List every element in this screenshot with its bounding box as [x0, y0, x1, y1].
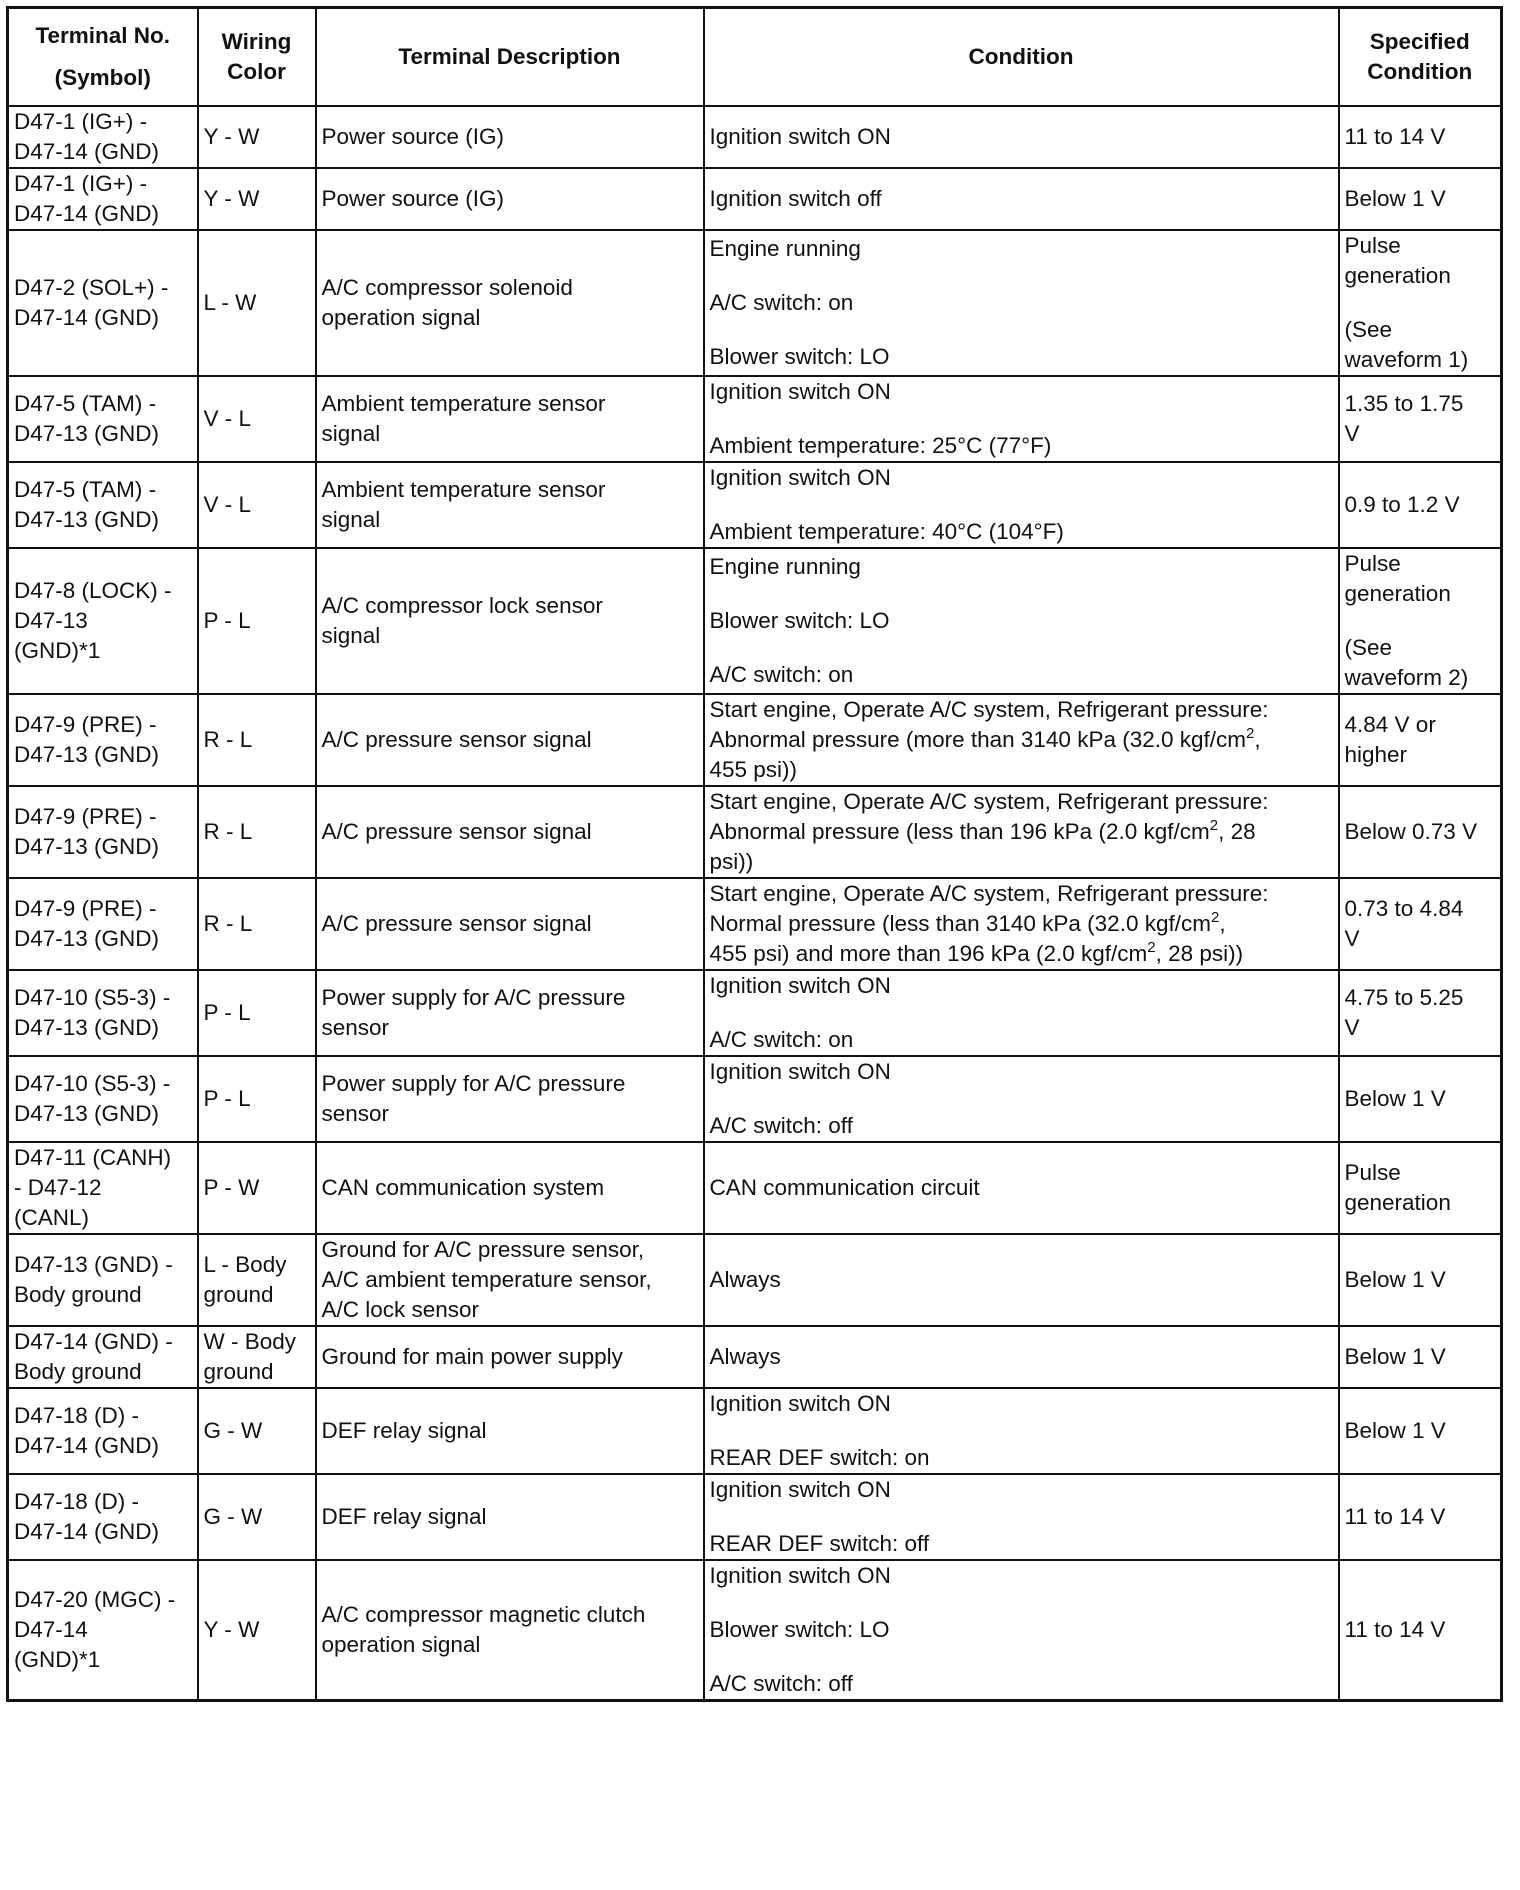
wiring-color-cell — [198, 878, 316, 970]
wiring-color-cell — [198, 1474, 316, 1560]
specified-condition-cell — [1339, 694, 1502, 786]
wiring-color-cell — [198, 1388, 316, 1474]
cell-line: R - L — [203, 727, 253, 752]
terminal-cell — [8, 1142, 198, 1234]
cell-line: D47-13 (GND) — [14, 1015, 160, 1040]
cell-line: A/C switch: on — [709, 1027, 854, 1052]
table-row — [8, 548, 1502, 694]
cell-line: generation — [1344, 263, 1451, 288]
cell-line: D47-10 (S5-3) - — [14, 1071, 171, 1096]
cell-line: (GND)*1 — [14, 1647, 101, 1672]
cell-line: D47-9 (PRE) - — [14, 804, 157, 829]
table-row — [8, 1474, 1502, 1560]
specified-condition-cell — [1339, 878, 1502, 970]
condition-cell — [704, 970, 1339, 1056]
line-gap — [1345, 291, 1496, 315]
cell-line: Ground for A/C pressure sensor, — [321, 1237, 645, 1262]
cell-line: waveform 2) — [1344, 665, 1469, 690]
specified-condition-cell — [1339, 1560, 1502, 1701]
table-row — [8, 106, 1502, 168]
wiring-color-cell — [198, 1056, 316, 1142]
cell-line: 11 to 14 V — [1344, 124, 1446, 149]
terminal-cell — [8, 878, 198, 970]
table-row — [8, 1560, 1502, 1701]
condition-cell — [704, 1388, 1339, 1474]
table-row — [8, 694, 1502, 786]
cell-line: Ignition switch ON — [709, 124, 891, 149]
cell-line: generation — [1344, 581, 1451, 606]
cell-line: D47-13 (GND) — [14, 1101, 160, 1126]
cell-line: V — [1344, 421, 1360, 446]
description-cell — [316, 376, 704, 462]
table-row — [8, 786, 1502, 878]
cell-line: D47-1 (IG+) - — [14, 171, 148, 196]
header-specified: Specified Condition — [1339, 8, 1502, 107]
condition-cell — [704, 1560, 1339, 1701]
description-cell — [316, 230, 704, 376]
line-gap — [710, 1001, 1333, 1025]
cell-line: Body ground — [14, 1282, 142, 1307]
cell-line: D47-13 (GND) — [14, 742, 160, 767]
cell-line: ground — [203, 1359, 274, 1384]
specified-condition-cell — [1339, 230, 1502, 376]
condition-cell — [704, 1056, 1339, 1142]
cell-line: 4.75 to 5.25 — [1344, 985, 1464, 1010]
cell-line: V — [1344, 1015, 1360, 1040]
cell-line: Ground for main power supply — [321, 1344, 623, 1369]
cell-line: 11 to 14 V — [1344, 1617, 1446, 1642]
line-gap — [710, 636, 1333, 660]
wiring-color-cell — [198, 694, 316, 786]
cell-line: D47-18 (D) - — [14, 1489, 140, 1514]
specified-condition-cell — [1339, 970, 1502, 1056]
cell-line: Blower switch: LO — [709, 608, 890, 633]
cell-line: Blower switch: LO — [709, 1617, 890, 1642]
cell-line: D47-13 (GND) — [14, 507, 160, 532]
description-cell — [316, 1056, 704, 1142]
condition-cell — [704, 878, 1339, 970]
cell-line: Ignition switch ON — [709, 465, 891, 490]
cell-line: Engine running — [709, 236, 861, 261]
line-gap — [710, 1645, 1333, 1669]
specified-condition-cell — [1339, 1388, 1502, 1474]
cell-line: D47-11 (CANH) — [14, 1145, 172, 1170]
cell-line: A/C switch: on — [709, 662, 854, 687]
cell-line: V — [1344, 926, 1360, 951]
cell-line: Engine running — [709, 554, 861, 579]
cell-line: A/C pressure sensor signal — [321, 819, 592, 844]
cell-line: Power source (IG) — [321, 124, 505, 149]
specified-condition-cell — [1339, 1056, 1502, 1142]
specified-condition-cell — [1339, 376, 1502, 462]
cell-line: 11 to 14 V — [1344, 1504, 1446, 1529]
line-gap — [710, 582, 1333, 606]
description-cell — [316, 786, 704, 878]
line-gap — [1345, 609, 1496, 633]
cell-line: Pulse — [1344, 233, 1401, 258]
cell-line: A/C switch: off — [709, 1671, 853, 1696]
condition-cell — [704, 1326, 1339, 1388]
cell-line: Ignition switch ON — [709, 1563, 891, 1588]
terminal-cell — [8, 1388, 198, 1474]
cell-line: D47-1 (IG+) - — [14, 109, 148, 134]
terminal-cell — [8, 548, 198, 694]
cell-line: D47-14 (GND) — [14, 139, 160, 164]
cell-line: Y - W — [203, 186, 260, 211]
cell-line: - D47-12 — [14, 1175, 102, 1200]
wiring-color-cell — [198, 548, 316, 694]
wiring-color-cell — [198, 1326, 316, 1388]
cell-line: (See — [1344, 317, 1393, 342]
cell-line: A/C lock sensor — [321, 1297, 480, 1322]
terminal-cell — [8, 462, 198, 548]
cell-line: DEF relay signal — [321, 1418, 487, 1443]
cell-line: D47-13 (GND) — [14, 926, 160, 951]
cell-line: DEF relay signal — [321, 1504, 487, 1529]
terminal-cell — [8, 1056, 198, 1142]
cell-line: R - L — [203, 819, 253, 844]
cell-line: L - W — [203, 290, 257, 315]
cell-line: 1.35 to 1.75 — [1344, 391, 1464, 416]
cell-line: R - L — [203, 911, 253, 936]
description-cell — [316, 548, 704, 694]
condition-cell — [704, 694, 1339, 786]
cell-line: Ambient temperature sensor — [321, 477, 606, 502]
cell-line: CAN communication circuit — [709, 1175, 980, 1200]
cell-line: Power source (IG) — [321, 186, 505, 211]
cell-line: V - L — [203, 406, 252, 431]
cell-line: REAR DEF switch: off — [709, 1531, 930, 1556]
cell-line: Ignition switch ON — [709, 973, 891, 998]
cell-line: L - Body — [203, 1252, 287, 1277]
cell-line: 455 psi)) — [709, 757, 798, 782]
cell-line: Below 1 V — [1344, 1344, 1446, 1369]
cell-line: CAN communication system — [321, 1175, 605, 1200]
table-row — [8, 970, 1502, 1056]
description-cell — [316, 694, 704, 786]
line-gap — [710, 1087, 1333, 1111]
specified-condition-cell — [1339, 786, 1502, 878]
wiring-color-cell — [198, 376, 316, 462]
cell-line: sensor — [321, 1101, 390, 1126]
cell-line: Ignition switch ON — [709, 379, 891, 404]
cell-line: signal — [321, 507, 381, 532]
cell-line: (See — [1344, 635, 1393, 660]
description-cell — [316, 168, 704, 230]
cell-line: P - L — [203, 1086, 251, 1111]
terminal-cell — [8, 1560, 198, 1701]
wiring-color-cell — [198, 1142, 316, 1234]
cell-line: REAR DEF switch: on — [709, 1445, 930, 1470]
description-cell — [316, 106, 704, 168]
cell-line: P - W — [203, 1175, 260, 1200]
terminal-table — [6, 6, 1503, 1702]
table-row — [8, 1326, 1502, 1388]
cell-line: A/C compressor solenoid — [321, 275, 573, 300]
wiring-color-cell — [198, 786, 316, 878]
cell-line: Power supply for A/C pressure — [321, 1071, 626, 1096]
terminal-cell — [8, 1234, 198, 1326]
cell-line: ground — [203, 1282, 274, 1307]
cell-line: Start engine, Operate A/C system, Refrigerant pressure: — [709, 789, 1269, 814]
specified-condition-cell — [1339, 1142, 1502, 1234]
terminal-cell — [8, 168, 198, 230]
cell-line: D47-14 (GND) — [14, 1519, 160, 1544]
cell-line: A/C compressor magnetic clutch — [321, 1602, 646, 1627]
terminal-cell — [8, 786, 198, 878]
cell-line: D47-14 (GND) - — [14, 1329, 173, 1354]
description-cell — [316, 1326, 704, 1388]
cell-line: Normal pressure (less than 3140 kPa (32.0 kgf/$cm^2$, — [709, 909, 1226, 936]
cell-line: D47-14 (GND) — [14, 305, 160, 330]
cell-line: 0.9 to 1.2 V — [1344, 492, 1460, 517]
table-row — [8, 1056, 1502, 1142]
terminal-cell — [8, 106, 198, 168]
wiring-color-cell — [198, 230, 316, 376]
cell-line: 0.73 to 4.84 — [1344, 896, 1464, 921]
description-cell — [316, 1388, 704, 1474]
condition-cell — [704, 1234, 1339, 1326]
cell-line: (GND)*1 — [14, 638, 101, 663]
terminal-cell — [8, 694, 198, 786]
header-row — [8, 8, 1502, 107]
table-row — [8, 168, 1502, 230]
line-gap — [710, 1505, 1333, 1529]
cell-line: 4.84 V or — [1344, 712, 1436, 737]
cell-line: generation — [1344, 1190, 1451, 1215]
cell-line: D47-10 (S5-3) - — [14, 985, 171, 1010]
cell-line: Power supply for A/C pressure — [321, 985, 626, 1010]
cell-line: D47-9 (PRE) - — [14, 712, 157, 737]
condition-cell — [704, 168, 1339, 230]
cell-line: D47-20 (MGC) - — [14, 1587, 176, 1612]
specified-condition-cell — [1339, 1326, 1502, 1388]
terminal-cell — [8, 376, 198, 462]
cell-line: Blower switch: LO — [709, 344, 890, 369]
cell-line: A/C pressure sensor signal — [321, 911, 592, 936]
description-cell — [316, 462, 704, 548]
line-gap — [710, 493, 1333, 517]
cell-line: Below 1 V — [1344, 186, 1446, 211]
cell-line: A/C pressure sensor signal — [321, 727, 592, 752]
condition-cell — [704, 230, 1339, 376]
cell-line: D47-13 (GND) — [14, 421, 160, 446]
description-cell — [316, 1234, 704, 1326]
cell-line: Start engine, Operate A/C system, Refrigerant pressure: — [709, 697, 1269, 722]
wiring-color-cell — [198, 462, 316, 548]
cell-line: D47-13 — [14, 608, 88, 633]
line-gap — [710, 407, 1333, 431]
cell-line: Abnormal pressure (more than 3140 kPa (32.0 kgf/$cm^2$, — [709, 725, 1261, 752]
cell-line: D47-13 (GND) - — [14, 1252, 173, 1277]
cell-line: operation signal — [321, 1632, 481, 1657]
cell-line: D47-5 (TAM) - — [14, 477, 157, 502]
terminal-cell — [8, 1474, 198, 1560]
description-cell — [316, 1474, 704, 1560]
specified-condition-cell — [1339, 1234, 1502, 1326]
description-cell — [316, 1142, 704, 1234]
cell-line: D47-2 (SOL+) - — [14, 275, 169, 300]
table-row — [8, 1142, 1502, 1234]
cell-line: Y - W — [203, 124, 260, 149]
table-row — [8, 230, 1502, 376]
table-row — [8, 1388, 1502, 1474]
cell-line: operation signal — [321, 305, 481, 330]
table-row — [8, 462, 1502, 548]
cell-line: P - L — [203, 1000, 251, 1025]
condition-cell — [704, 376, 1339, 462]
cell-line: sensor — [321, 1015, 390, 1040]
cell-line: Always — [709, 1344, 781, 1369]
terminal-cell — [8, 970, 198, 1056]
wiring-color-cell — [198, 1234, 316, 1326]
cell-line: Abnormal pressure (less than 196 kPa (2.0 kgf/$cm^2$, 28 — [709, 817, 1256, 844]
cell-line: Start engine, Operate A/C system, Refrigerant pressure: — [709, 881, 1269, 906]
wiring-color-cell — [198, 106, 316, 168]
cell-line: V - L — [203, 492, 252, 517]
cell-line: D47-18 (D) - — [14, 1403, 140, 1428]
cell-line: A/C switch: on — [709, 290, 854, 315]
cell-line: D47-14 (GND) — [14, 1433, 160, 1458]
header-wiring: Wiring Color — [198, 8, 316, 107]
cell-line: higher — [1344, 742, 1408, 767]
cell-line: Ambient temperature: 25°C (77°F) — [709, 433, 1052, 458]
cell-line: Ignition switch ON — [709, 1391, 891, 1416]
condition-cell — [704, 786, 1339, 878]
cell-line: P - L — [203, 608, 251, 633]
cell-line: Pulse — [1344, 551, 1401, 576]
cell-line: waveform 1) — [1344, 347, 1469, 372]
cell-line: Ignition switch off — [709, 186, 882, 211]
line-gap — [710, 1591, 1333, 1615]
cell-line: Ambient temperature sensor — [321, 391, 606, 416]
cell-line: (CANL) — [14, 1205, 90, 1230]
specified-condition-cell — [1339, 1474, 1502, 1560]
table-row — [8, 376, 1502, 462]
header-description: Terminal Description — [316, 8, 704, 107]
table-body — [8, 106, 1502, 1701]
cell-line: Ignition switch ON — [709, 1477, 891, 1502]
cell-line: Below 1 V — [1344, 1418, 1446, 1443]
wiring-color-cell — [198, 970, 316, 1056]
cell-line: A/C ambient temperature sensor, — [321, 1267, 652, 1292]
cell-line: Below 0.73 V — [1344, 819, 1478, 844]
wiring-color-cell — [198, 1560, 316, 1701]
cell-line: psi)) — [709, 849, 754, 874]
wiring-color-cell — [198, 168, 316, 230]
header-condition: Condition — [704, 8, 1339, 107]
cell-line: A/C switch: off — [709, 1113, 853, 1138]
specified-condition-cell — [1339, 462, 1502, 548]
line-gap — [710, 1419, 1333, 1443]
cell-line: D47-5 (TAM) - — [14, 391, 157, 416]
cell-line: G - W — [203, 1504, 263, 1529]
terminal-cell — [8, 1326, 198, 1388]
cell-line: Pulse — [1344, 1160, 1401, 1185]
terminal-cell — [8, 230, 198, 376]
cell-line: 455 psi) and more than 196 kPa (2.0 kgf/$cm^2$, 28 psi)) — [709, 939, 1244, 966]
condition-cell — [704, 106, 1339, 168]
cell-line: signal — [321, 623, 381, 648]
condition-cell — [704, 1142, 1339, 1234]
cell-line: G - W — [203, 1418, 263, 1443]
line-gap — [710, 264, 1333, 288]
condition-cell — [704, 1474, 1339, 1560]
cell-line: D47-13 (GND) — [14, 834, 160, 859]
cell-line: A/C compressor lock sensor — [321, 593, 603, 618]
condition-cell — [704, 462, 1339, 548]
cell-line: Ambient temperature: 40°C (104°F) — [709, 519, 1064, 544]
cell-line: Ignition switch ON — [709, 1059, 891, 1084]
line-gap — [710, 318, 1333, 342]
description-cell — [316, 970, 704, 1056]
description-cell — [316, 1560, 704, 1701]
cell-line: D47-14 (GND) — [14, 201, 160, 226]
specified-condition-cell — [1339, 106, 1502, 168]
cell-line: Below 1 V — [1344, 1086, 1446, 1111]
cell-line: signal — [321, 421, 381, 446]
cell-line: Y - W — [203, 1617, 260, 1642]
header-terminal: Terminal No. (Symbol) — [8, 8, 198, 107]
description-cell — [316, 878, 704, 970]
cell-line: D47-8 (LOCK) - — [14, 578, 172, 603]
specified-condition-cell — [1339, 168, 1502, 230]
cell-line: D47-14 — [14, 1617, 88, 1642]
cell-line: Always — [709, 1267, 781, 1292]
specified-condition-cell — [1339, 548, 1502, 694]
cell-line: Body ground — [14, 1359, 142, 1384]
cell-line: D47-9 (PRE) - — [14, 896, 157, 921]
table-row — [8, 878, 1502, 970]
table-row — [8, 1234, 1502, 1326]
condition-cell — [704, 548, 1339, 694]
terminal-table-container — [6, 6, 1503, 1702]
cell-line: W - Body — [203, 1329, 297, 1354]
cell-line: Below 1 V — [1344, 1267, 1446, 1292]
